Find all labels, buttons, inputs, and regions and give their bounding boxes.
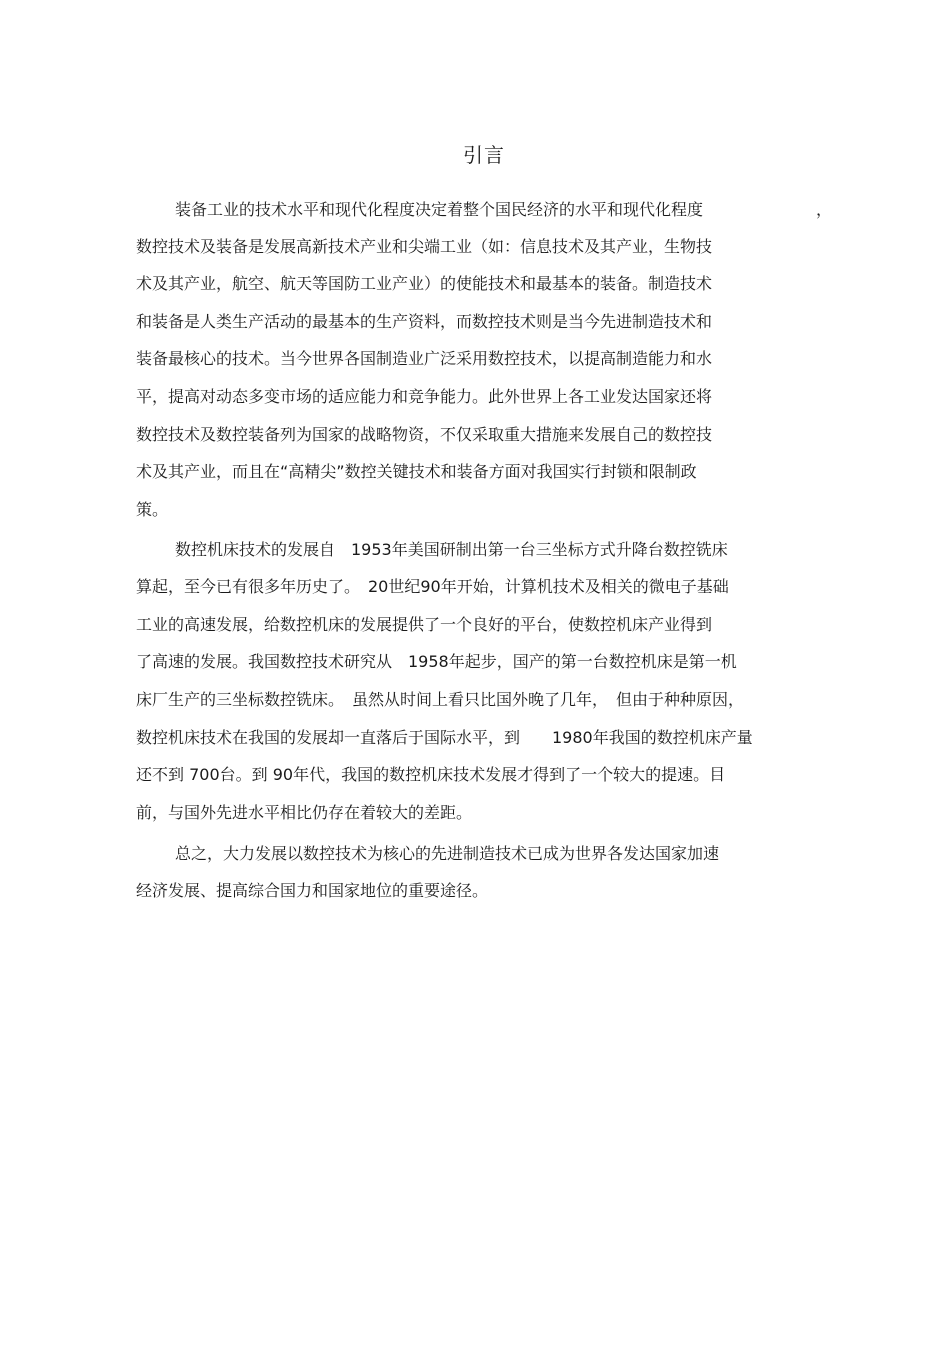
paragraph-line: 数控技术及装备是发展高新技术产业和尖端工业（如：信息技术及其产业，生物技 bbox=[136, 237, 713, 256]
page-title: 引言 bbox=[463, 143, 505, 167]
paragraph-line: 平，提高对动态多变市场的适应能力和竞争能力。此外世界上各工业发达国家还将 bbox=[136, 387, 713, 406]
paragraph-line: 数控机床技术在我国的发展却一直落后于国际水平，到 1980年我国的数控机床产量 bbox=[136, 728, 753, 747]
paragraph-line: ， bbox=[816, 200, 833, 219]
paragraph-line: 装备最核心的技术。当今世界各国制造业广泛采用数控技术，以提高制造能力和水 bbox=[136, 349, 713, 368]
paragraph-line: 了高速的发展。我国数控技术研究从 1958年起步，国产的第一台数控机床是第一机 bbox=[136, 652, 737, 671]
paragraph-line: 工业的高速发展，给数控机床的发展提供了一个良好的平台，使数控机床产业得到 bbox=[136, 615, 713, 634]
paragraph-line: 数控机床技术的发展自 1953年美国研制出第一台三坐标方式升降台数控铣床 bbox=[175, 540, 728, 559]
paragraph-line: 装备工业的技术水平和现代化程度决定着整个国民经济的水平和现代化程度 bbox=[175, 200, 704, 219]
paragraph-line: 术及其产业，而且在“高精尖”数控关键技术和装备方面对我国实行封锁和限制政 bbox=[136, 462, 697, 481]
paragraph-line: 床厂生产的三坐标数控铣床。 虽然从时间上看只比国外晚了几年， 但由于种种原因， bbox=[136, 690, 745, 709]
paragraph-line: 算起，至今已有很多年历史了。 20世纪90年开始，计算机技术及相关的微电子基础 bbox=[136, 577, 729, 596]
paragraph-line: 经济发展、提高综合国力和国家地位的重要途径。 bbox=[136, 881, 489, 900]
paragraph-line: 还不到 700台。到 90年代，我国的数控机床技术发展才得到了一个较大的提速。目 bbox=[136, 765, 726, 784]
paragraph-line: 策。 bbox=[136, 500, 169, 519]
paragraph-line: 和装备是人类生产活动的最基本的生产资料，而数控技术则是当今先进制造技术和 bbox=[136, 312, 713, 331]
paragraph-line: 总之，大力发展以数控技术为核心的先进制造技术已成为世界各发达国家加速 bbox=[175, 844, 720, 863]
paragraph-line: 术及其产业，航空、航天等国防工业产业）的使能技术和最基本的装备。制造技术 bbox=[136, 274, 713, 293]
paragraph-line: 前，与国外先进水平相比仍存在着较大的差距。 bbox=[136, 803, 473, 822]
paragraph-line: 数控技术及数控装备列为国家的战略物资，不仅采取重大措施来发展自己的数控技 bbox=[136, 425, 713, 444]
